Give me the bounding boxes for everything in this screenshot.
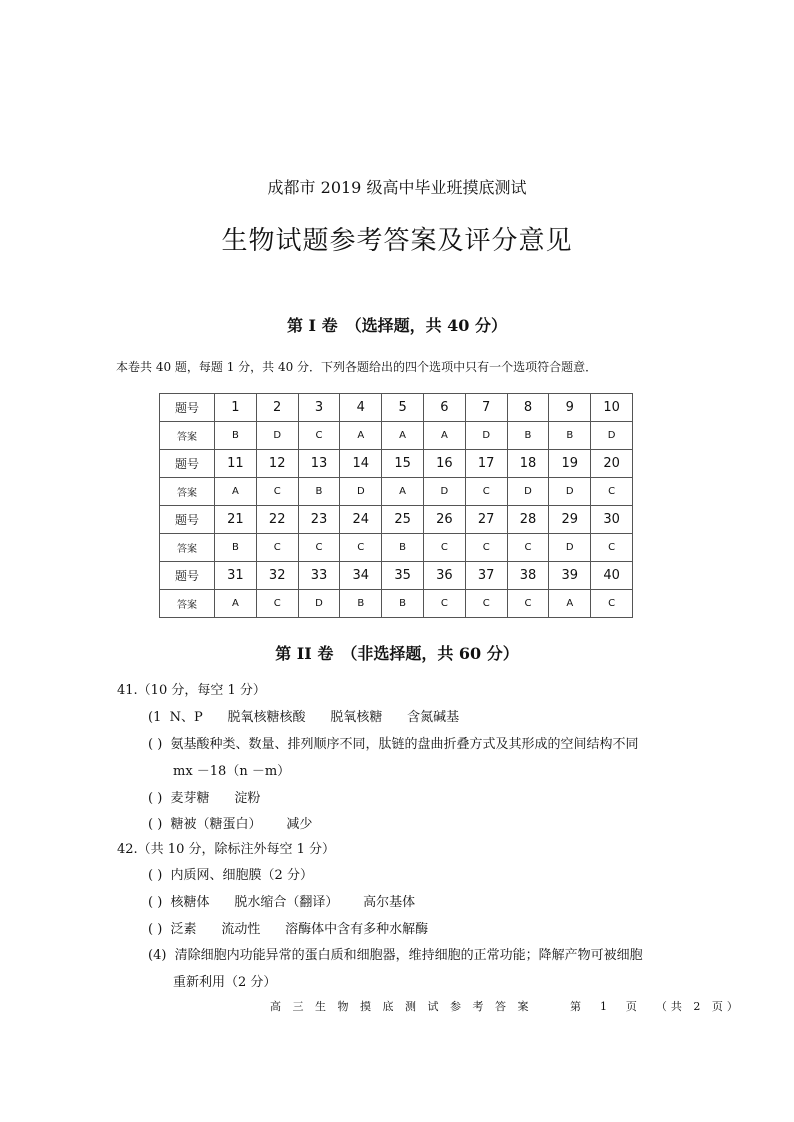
part1-heading: 第 I 卷 （选择题，共 40 分）: [286, 316, 508, 335]
answer-label-cell: 答案: [160, 590, 215, 618]
answer-label-cell: 答案: [160, 534, 215, 562]
answer-cell: D: [256, 422, 298, 450]
answer-cell: C: [465, 478, 507, 506]
q41-answer-4: ( ) 糖被（糖蛋白） 减少: [148, 817, 313, 832]
answer-cell: D: [340, 478, 382, 506]
answer-cell: B: [382, 534, 424, 562]
answer-cell: C: [298, 422, 340, 450]
answer-cell: C: [507, 590, 549, 618]
q42-answer-2: ( ) 核糖体 脱水缩合（翻译） 高尔基体: [148, 895, 416, 910]
page-footer: 高 三 生 物 摸 底 测 试 参 考 答 案 第 1 页 （共 2 页）: [270, 1000, 742, 1013]
part1-instructions: 本卷共 40 题，每题 1 分，共 40 分．下列各题给出的四个选项中只有一个选项符合题意．: [116, 360, 598, 374]
question-number-cell: 11: [215, 450, 257, 478]
answer-row: [160, 534, 633, 562]
answer-table: [159, 393, 633, 618]
question-label-cell: 题号: [160, 506, 215, 534]
question-number-cell: 3: [298, 394, 340, 422]
answer-cell: C: [591, 534, 633, 562]
answer-row: [160, 590, 633, 618]
question-number-cell: 13: [298, 450, 340, 478]
question-number-cell: 27: [465, 506, 507, 534]
answer-cell: A: [382, 478, 424, 506]
answer-cell: A: [215, 590, 257, 618]
question-number-cell: 12: [256, 450, 298, 478]
exam-subtitle: 成都市 2019 级高中毕业班摸底测试: [267, 178, 527, 197]
question-number-cell: 5: [382, 394, 424, 422]
q41-answer-3: ( ) 麦芽糖 淀粉: [148, 791, 261, 806]
question-number-cell: 40: [591, 562, 633, 590]
answer-cell: C: [591, 478, 633, 506]
question-number-cell: 9: [549, 394, 591, 422]
answer-cell: D: [423, 478, 465, 506]
question-number-cell: 10: [591, 394, 633, 422]
q41-answer-2: ( ) 氨基酸种类、数量、排列顺序不同，肽链的盘曲折叠方式及其形成的空间结构不同: [148, 737, 639, 752]
question-number-cell: 17: [465, 450, 507, 478]
question-number-cell: 24: [340, 506, 382, 534]
q42-answer-3: ( ) 泛素 流动性 溶酶体中含有多种水解酶: [148, 922, 429, 937]
question-number-cell: 38: [507, 562, 549, 590]
question-number-cell: 23: [298, 506, 340, 534]
question-number-cell: 22: [256, 506, 298, 534]
question-number-cell: 8: [507, 394, 549, 422]
question-number-cell: 31: [215, 562, 257, 590]
answer-cell: B: [549, 422, 591, 450]
question-number-cell: 14: [340, 450, 382, 478]
answer-cell: C: [298, 534, 340, 562]
answer-row: [160, 478, 633, 506]
question-number-cell: 15: [382, 450, 424, 478]
answer-cell: A: [549, 590, 591, 618]
q41-answer-1: (1 N、P 脱氧核糖核酸 脱氧核糖 含氮碱基: [148, 710, 460, 725]
question-number-cell: 19: [549, 450, 591, 478]
q42-answer-1: ( ) 内质网、细胞膜（2 分）: [148, 868, 313, 883]
answer-cell: B: [340, 590, 382, 618]
question-number-row: [160, 562, 633, 590]
question-number-cell: 30: [591, 506, 633, 534]
answer-cell: C: [256, 478, 298, 506]
question-number-cell: 16: [423, 450, 465, 478]
answer-label-cell: 答案: [160, 422, 215, 450]
question-number-cell: 35: [382, 562, 424, 590]
answer-row: [160, 422, 633, 450]
q41-header: 41.（10 分，每空 1 分）: [117, 683, 266, 698]
question-number-cell: 39: [549, 562, 591, 590]
answer-cell: B: [298, 478, 340, 506]
answer-cell: D: [549, 534, 591, 562]
question-label-cell: 题号: [160, 394, 215, 422]
answer-cell: C: [423, 590, 465, 618]
question-label-cell: 题号: [160, 562, 215, 590]
answer-cell: D: [549, 478, 591, 506]
answer-cell: A: [215, 478, 257, 506]
question-number-cell: 6: [423, 394, 465, 422]
question-number-cell: 33: [298, 562, 340, 590]
question-number-row: [160, 450, 633, 478]
q42-answer-4: (4) 清除细胞内功能异常的蛋白质和细胞器，维持细胞的正常功能；降解产物可被细胞: [148, 948, 643, 963]
part2-heading: 第 II 卷 （非选择题，共 60 分）: [275, 644, 519, 663]
question-number-row: [160, 506, 633, 534]
question-number-cell: 37: [465, 562, 507, 590]
answer-cell: C: [256, 534, 298, 562]
q42-answer-4b: 重新利用（2 分）: [173, 975, 277, 990]
answer-cell: C: [256, 590, 298, 618]
answer-cell: C: [591, 590, 633, 618]
answer-cell: C: [340, 534, 382, 562]
answer-cell: B: [215, 422, 257, 450]
answer-cell: D: [298, 590, 340, 618]
question-number-cell: 34: [340, 562, 382, 590]
question-number-cell: 29: [549, 506, 591, 534]
answer-cell: B: [215, 534, 257, 562]
q42-header: 42.（共 10 分，除标注外每空 1 分）: [117, 842, 336, 857]
question-number-cell: 32: [256, 562, 298, 590]
document-title: 生物试题参考答案及评分意见: [221, 226, 573, 256]
question-number-cell: 1: [215, 394, 257, 422]
question-number-cell: 26: [423, 506, 465, 534]
answer-cell: C: [465, 534, 507, 562]
question-number-cell: 20: [591, 450, 633, 478]
question-number-cell: 2: [256, 394, 298, 422]
answer-cell: B: [507, 422, 549, 450]
answer-cell: B: [382, 590, 424, 618]
question-label-cell: 题号: [160, 450, 215, 478]
question-number-row: [160, 394, 633, 422]
answer-cell: D: [507, 478, 549, 506]
answer-cell: D: [465, 422, 507, 450]
answer-cell: C: [423, 534, 465, 562]
answer-cell: C: [465, 590, 507, 618]
question-number-cell: 28: [507, 506, 549, 534]
question-number-cell: 21: [215, 506, 257, 534]
answer-cell: A: [382, 422, 424, 450]
question-number-cell: 7: [465, 394, 507, 422]
answer-cell: D: [591, 422, 633, 450]
answer-cell: C: [507, 534, 549, 562]
answer-label-cell: 答案: [160, 478, 215, 506]
answer-cell: A: [340, 422, 382, 450]
question-number-cell: 18: [507, 450, 549, 478]
q41-answer-2b: mx －18（n －m）: [173, 764, 291, 779]
question-number-cell: 36: [423, 562, 465, 590]
question-number-cell: 25: [382, 506, 424, 534]
answer-cell: A: [423, 422, 465, 450]
question-number-cell: 4: [340, 394, 382, 422]
